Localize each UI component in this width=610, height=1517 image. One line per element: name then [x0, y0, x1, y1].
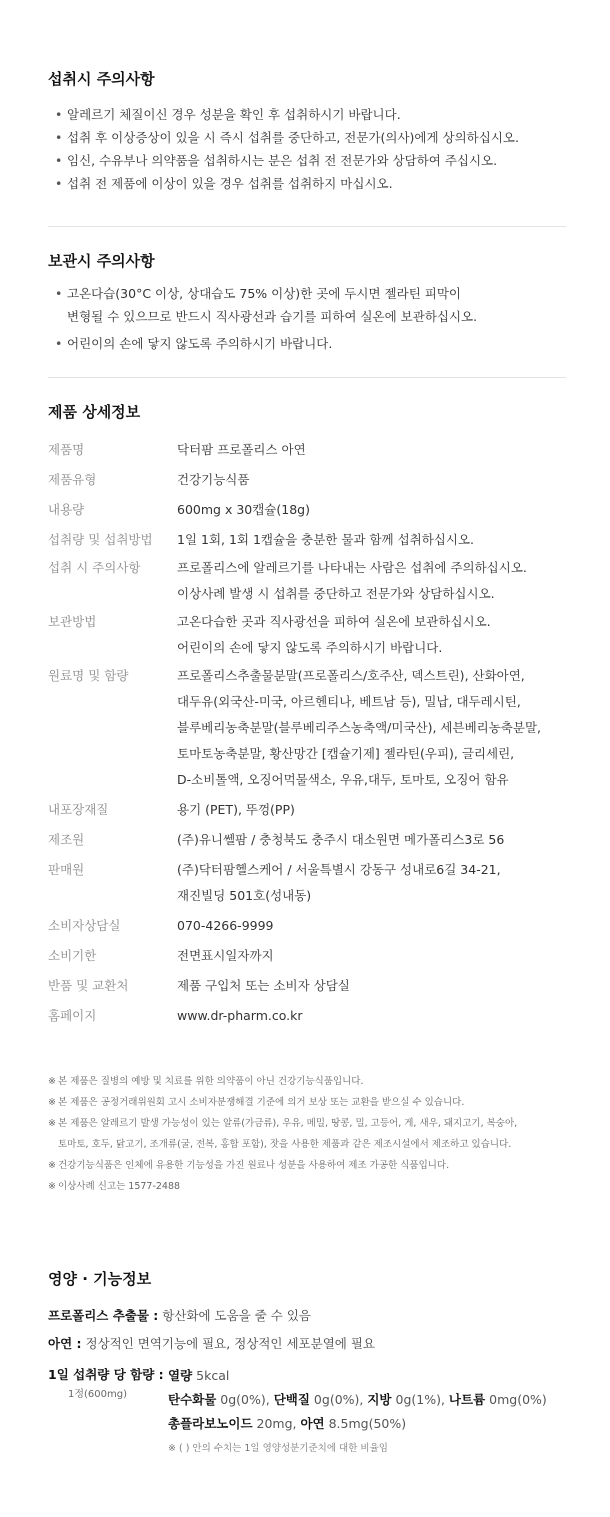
detail-label: 반품 및 교환처	[48, 978, 129, 993]
daily-intake-serving: 1정(600mg)	[68, 1389, 128, 1400]
detail-label: 제조원	[48, 832, 85, 847]
detail-row-customer-service	[48, 913, 566, 939]
detail-label: 홈페이지	[48, 1008, 97, 1023]
macro-values: 탄수화물 0g(0%), 단백질 0g(0%), 지방 0g(1%), 나트륨 0mg(0%)	[168, 1392, 547, 1407]
note-item: ※ 본 제품은 알레르기 발생 가능성이 있는 알류(가금류), 우유, 메밀, 땅콩, 밀, 고등어, 게, 새우, 돼지고기, 복숭아, 토마토, 호두, 닭고기, 조개류(굴, 전복, 홍합 포함), 잣을 사용한 제품과 같은 제조시설에서 제조하고 있습니다.	[48, 1113, 566, 1155]
detail-row-ingredients	[48, 663, 566, 793]
intake-caution-list	[48, 103, 566, 195]
detail-value: 토마토농축분말, 황산망간 [캡슐기제] 젤라틴(우피), 글리세린,	[177, 746, 515, 761]
detail-value: 프로폴리스추출물분말(프로폴리스/호주산, 덱스트린), 산화아연,	[177, 668, 525, 683]
daily-intake-block	[48, 1364, 566, 1460]
detail-label: 판매원	[48, 862, 85, 877]
detail-label: 제품유형	[48, 472, 97, 487]
detail-value: 1일 1회, 1회 1캡슐을 충분한 물과 함께 섭취하십시오.	[177, 532, 474, 547]
product-detail-title: 제품 상세정보	[48, 403, 141, 421]
detail-row-storage	[48, 609, 566, 661]
asterisk-icon: ※	[48, 1160, 56, 1171]
note-item: ※ 건강기능식품은 인체에 유용한 기능성을 가진 원료나 성분을 사용하여 제조 가공한 식품입니다.	[48, 1155, 566, 1176]
detail-value: 대두유(외국산-미국, 아르헨티나, 베트남 등), 밀납, 대두레시틴,	[177, 694, 521, 709]
detail-value: (주)유니쎌팜 / 충청북도 충주시 대소원면 메가폴리스3로 56	[177, 832, 505, 847]
section-divider	[48, 226, 566, 227]
detail-label: 원료명 및 함량	[48, 668, 129, 683]
notes-section	[48, 1071, 566, 1197]
note-item: ※ 본 제품은 공정거래위원회 고시 소비자분쟁해결 기준에 의거 보상 또는 교환을 받으실 수 있습니다.	[48, 1092, 566, 1113]
detail-row-packaging	[48, 797, 566, 823]
detail-value: 600mg x 30캡슐(18g)	[177, 502, 310, 517]
product-detail-table	[48, 437, 566, 1029]
detail-label: 보관방법	[48, 614, 97, 629]
detail-value: 이상사례 발생 시 섭취를 중단하고 전문가와 상담하십시오.	[177, 586, 495, 601]
detail-label: 소비자상담실	[48, 918, 121, 933]
detail-value: 어린이의 손에 닿지 않도록 주의하시기 바랍니다.	[177, 640, 443, 655]
detail-row-product-name	[48, 437, 566, 463]
bullet-dot: •	[55, 336, 63, 351]
detail-value: 닥터팜 프로폴리스 아연	[177, 442, 306, 457]
list-item: • 섭취 전 제품에 이상이 있을 경우 섭취를 섭취하지 마십시오.	[48, 172, 566, 195]
detail-value: (주)닥터팜헬스케어 / 서울특별시 강동구 성내로6길 34-21,	[177, 862, 501, 877]
detail-label: 내용량	[48, 502, 85, 517]
note-item: ※ 이상사례 신고는 1577-2488	[48, 1176, 566, 1197]
functional-values: 총플라보노이드 20mg, 아연 8.5mg(50%)	[168, 1416, 407, 1431]
list-item: • 알레르기 체질이신 경우 성분을 확인 후 섭취하시기 바랍니다.	[48, 103, 566, 126]
nutrition-title: 영양 · 기능정보	[48, 1270, 152, 1288]
bullet-dot: •	[55, 130, 63, 145]
bullet-dot: •	[55, 107, 63, 122]
asterisk-icon: ※	[48, 1076, 56, 1087]
detail-value: 070-4266-9999	[177, 918, 274, 933]
detail-value: 건강기능식품	[177, 472, 250, 487]
list-item: • 섭취 후 이상증상이 있을 시 즉시 섭취를 중단하고, 전문가(의사)에게 상의하십시오.	[48, 126, 566, 149]
zinc-function: 아연 : 정상적인 면역기능에 필요, 정상적인 세포분열에 필요	[48, 1336, 375, 1351]
detail-value: 블루베리농축분말(블루베리주스농축액/미국산), 세븐베리농축분말,	[177, 720, 541, 735]
homepage-link[interactable]: www.dr-pharm.co.kr	[177, 1008, 303, 1023]
detail-value: 제품 구입처 또는 소비자 상담실	[177, 978, 350, 993]
calorie-value: 열량 5kcal	[168, 1368, 230, 1383]
daily-value-footnote: ※ ( ) 안의 수치는 1일 영양성분기준치에 대한 비율임	[168, 1443, 388, 1454]
detail-row-product-type	[48, 467, 566, 493]
intake-caution-title: 섭취시 주의사항	[48, 70, 155, 88]
storage-caution-section	[48, 250, 566, 355]
detail-row-expiry	[48, 943, 566, 969]
detail-label: 섭취량 및 섭취방법	[48, 532, 153, 547]
section-divider	[48, 377, 566, 378]
detail-label: 제품명	[48, 442, 85, 457]
detail-row-returns	[48, 973, 566, 999]
detail-row-homepage	[48, 1003, 566, 1029]
bullet-dot: •	[55, 286, 63, 301]
detail-row-intake-caution	[48, 555, 566, 607]
product-detail-section	[48, 401, 566, 1029]
list-item: • 어린이의 손에 닿지 않도록 주의하시기 바랍니다.	[48, 332, 566, 355]
daily-intake-label: 1일 섭취량 당 함량 :	[48, 1367, 164, 1382]
detail-label: 섭취 시 주의사항	[48, 560, 141, 575]
propolis-function: 프로폴리스 추출물 : 항산화에 도움을 줄 수 있음	[48, 1308, 312, 1323]
detail-label: 내포장재질	[48, 802, 109, 817]
bullet-dot: •	[55, 153, 63, 168]
detail-row-volume	[48, 497, 566, 523]
detail-value: 전면표시일자까지	[177, 948, 274, 963]
detail-label: 소비기한	[48, 948, 97, 963]
nutrition-section	[48, 1268, 566, 1460]
detail-value: 용기 (PET), 뚜껑(PP)	[177, 802, 295, 817]
detail-row-seller	[48, 857, 566, 909]
storage-caution-title: 보관시 주의사항	[48, 252, 155, 270]
detail-value: D-소비톨액, 오징어먹물색소, 우유,대두, 토마토, 오징어 함유	[177, 772, 509, 787]
list-item: • 고온다습(30°C 이상, 상대습도 75% 이상)한 곳에 두시면 젤라틴 피막이 변형될 수 있으므로 반드시 직사광선과 습기를 피하여 실온에 보관하십시오.	[48, 282, 566, 328]
detail-value: 프로폴리스에 알레르기를 나타내는 사람은 섭취에 주의하십시오.	[177, 560, 527, 575]
detail-value: 재진빌딩 501호(성내동)	[177, 888, 312, 903]
note-item: ※ 본 제품은 질병의 예방 및 치료를 위한 의약품이 아닌 건강기능식품입니다.	[48, 1071, 566, 1092]
asterisk-icon: ※	[48, 1118, 56, 1129]
detail-row-manufacturer	[48, 827, 566, 853]
notes-list	[48, 1071, 566, 1197]
asterisk-icon: ※	[48, 1097, 56, 1108]
detail-row-intake-method	[48, 527, 566, 553]
intake-caution-section	[48, 68, 566, 195]
storage-caution-list	[48, 282, 566, 355]
asterisk-icon: ※	[48, 1181, 56, 1192]
detail-value: 고온다습한 곳과 직사광선을 피하여 실온에 보관하십시오.	[177, 614, 491, 629]
list-item: • 임신, 수유부나 의약품을 섭취하시는 분은 섭취 전 전문가와 상담하여 주십시오.	[48, 149, 566, 172]
bullet-dot: •	[55, 176, 63, 191]
